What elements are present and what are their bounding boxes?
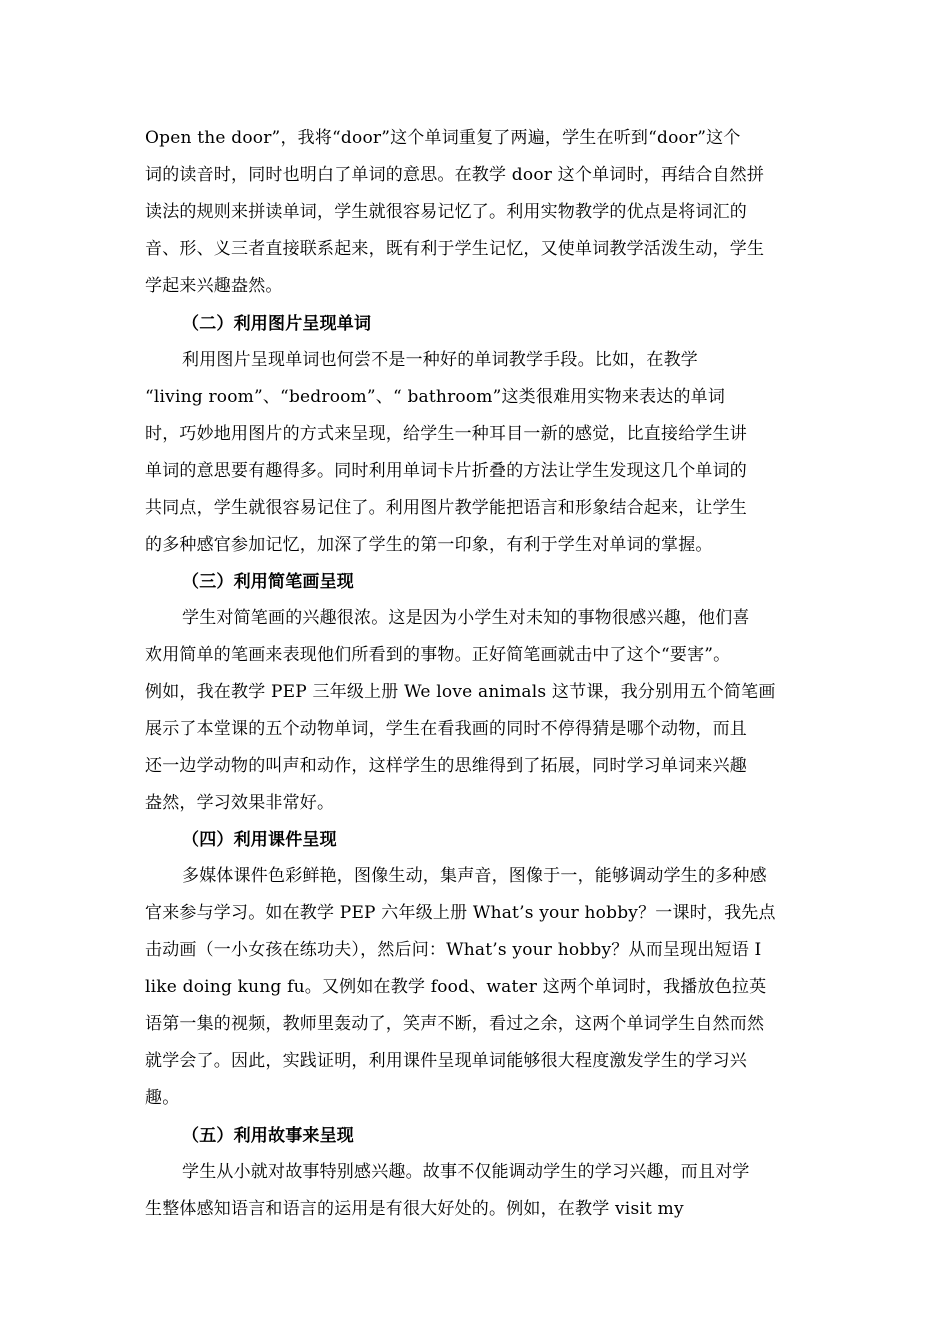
paragraph-1-line-3: 读法的规则来拼读单词，学生就很容易记忆了。利用实物教学的优点是将词汇的 [145, 202, 747, 222]
paragraph-4-line-3: 击动画（一小女孩在练功夫），然后问：What’s your hobby？从而呈现出短语 I [145, 940, 762, 960]
paragraph-5-line-2: 生整体感知语言和语言的运用是有很大好处的。例如，在教学 visit my [145, 1199, 684, 1219]
paragraph-4-line-4: like doing kung fu。又例如在教学 food、water 这两个单词时，我播放色拉英 [145, 977, 767, 997]
paragraph-4-line-6: 就学会了。因此，实践证明，利用课件呈现单词能够很大程度激发学生的学习兴 [145, 1051, 747, 1071]
paragraph-2-line-2: “living room”、“bedroom”、“ bathroom”这类很难用实物来表达的单词 [145, 387, 726, 407]
section-heading-4: （四）利用课件呈现 [182, 830, 337, 850]
paragraph-4-line-5: 语第一集的视频，教师里轰动了，笑声不断，看过之余，这两个单词学生自然而然 [145, 1014, 765, 1034]
paragraph-2-line-1: 利用图片呈现单词也何尝不是一种好的单词教学手段。比如，在教学 [182, 350, 698, 370]
paragraph-3-line-4: 展示了本堂课的五个动物单词，学生在看我画的同时不停得猜是哪个动物，而且 [145, 719, 747, 739]
paragraph-2-line-3: 时，巧妙地用图片的方式来呈现，给学生一种耳目一新的感觉，比直接给学生讲 [145, 424, 747, 444]
paragraph-1-line-2: 词的读音时，同时也明白了单词的意思。在教学 door 这个单词时，再结合自然拼 [145, 165, 765, 185]
paragraph-4-line-1: 多媒体课件色彩鲜艳，图像生动，集声音，图像于一，能够调动学生的多种感 [182, 866, 767, 886]
paragraph-3-line-1: 学生对简笔画的兴趣很浓。这是因为小学生对未知的事物很感兴趣，他们喜 [182, 608, 750, 628]
paragraph-4-line-2: 官来参与学习。如在教学 PEP 六年级上册 What’s your hobby？一课时，我先点 [145, 903, 776, 923]
paragraph-3-line-2: 欢用简单的笔画来表现他们所看到的事物。正好简笔画就击中了这个“要害”。 [145, 645, 731, 665]
section-heading-3: （三）利用简笔画呈现 [182, 572, 354, 592]
paragraph-3-line-3: 例如，我在教学 PEP 三年级上册 We love animals 这节课，我分别用五个简笔画 [145, 682, 776, 702]
section-heading-2: （二）利用图片呈现单词 [182, 314, 372, 334]
paragraph-5-line-1: 学生从小就对故事特别感兴趣。故事不仅能调动学生的学习兴趣，而且对学 [182, 1162, 750, 1182]
paragraph-1-line-1: Open the door”，我将“door”这个单词重复了两遍，学生在听到“door”这个 [145, 128, 741, 148]
paragraph-2-line-5: 共同点，学生就很容易记住了。利用图片教学能把语言和形象结合起来，让学生 [145, 498, 747, 518]
paragraph-3-line-5: 还一边学动物的叫声和动作，这样学生的思维得到了拓展，同时学习单词来兴趣 [145, 756, 747, 776]
section-heading-5: （五）利用故事来呈现 [182, 1126, 354, 1146]
paragraph-2-line-4: 单词的意思要有趣得多。同时利用单词卡片折叠的方法让学生发现这几个单词的 [145, 461, 747, 481]
paragraph-1-line-5: 学起来兴趣盎然。 [145, 276, 283, 296]
paragraph-4-line-7: 趣。 [145, 1088, 180, 1108]
paragraph-1-line-4: 音、形、义三者直接联系起来，既有利于学生记忆，又使单词教学活泼生动，学生 [145, 239, 765, 259]
paragraph-2-line-6: 的多种感官参加记忆，加深了学生的第一印象，有利于学生对单词的掌握。 [145, 535, 713, 555]
paragraph-3-line-6: 盎然，学习效果非常好。 [145, 793, 335, 813]
